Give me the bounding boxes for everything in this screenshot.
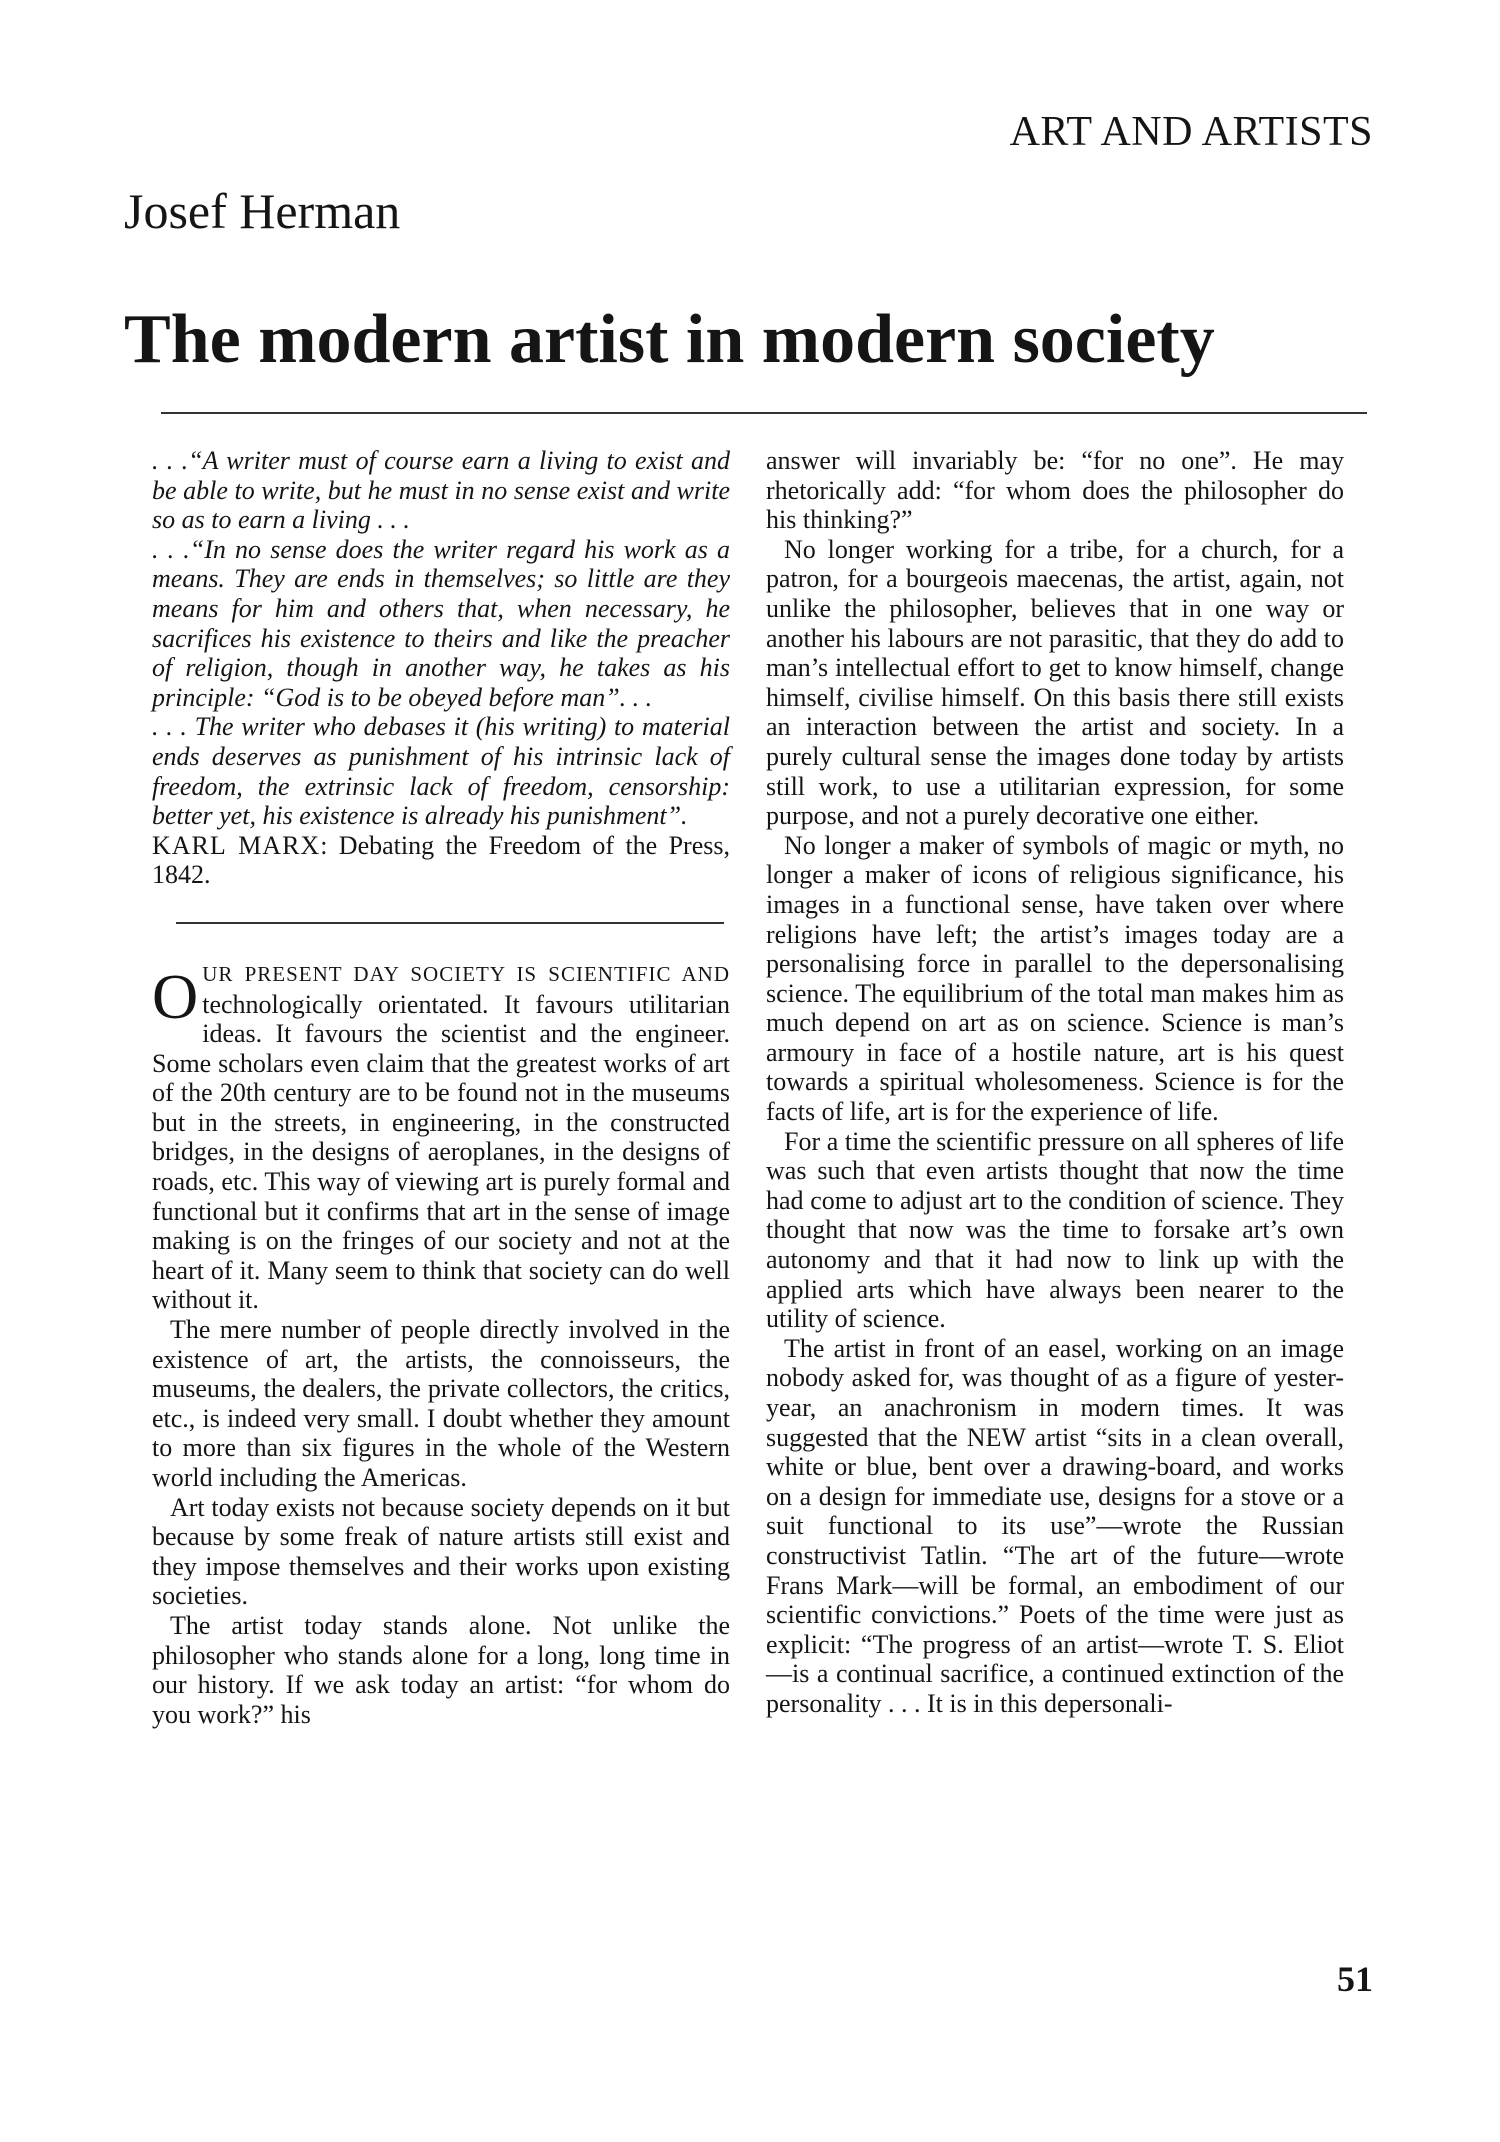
page-number: 51 [1337,1959,1373,1999]
article-title: The modern artist in modern society [124,301,1215,378]
body-paragraph: No longer a maker of symbols of magic or myth, no longer a maker of icons of religious significance, his images in a functional sense, have taken over where religions have left; the artist’s images today are a personalising force in parallel to the depersonalising science. The equilibrium of the total man makes him as much depend on art as on science. Science is man’s armoury in face of a hostile nature, art is his quest towards a spiritual wholesomeness. Science is for the facts of life, art is for the experience of life. [766,830,1344,1127]
body-paragraph: No longer working for a tribe, for a church, for a patron, for a bourgeois maecenas, the artist, again, not unlike the philosopher, believes that in one way or another his labours are not parasitic, that they do add to man’s intellectual effort to get to know himself, change himself, civilise himself. On this basis there still exists an interaction between the artist and society. In a purely cultural sense the images done today by artists still work, to use a utilitarian expression, for some purpose, and not a purely decorative one either. [766,534,1344,831]
body-paragraph: answer will invariably be: “for no one”. He may rhetorically add: “for whom does the philosopher do his thinking?” [766,446,1344,535]
epigraph-divider [176,922,724,924]
left-column [152,446,730,1729]
body-paragraph: For a time the scientific pressure on all spheres of life was such that even artists thought that now the time had come to adjust art to the condition of science. They thought that now was the time to forsake art’s own autonomy and that it had now to link up with the applied arts which have always been nearer to the utility of science. [766,1126,1344,1334]
lead-in-caps: UR PRESENT DAY SOCIETY IS SCIENTIFIC AND [202,961,730,986]
attribution-source: : Debating the Freedom of the Press, 1842. [152,830,730,890]
body-paragraph: Art today exists not because society depends on it but because by some freak of nature artists still exist and they impose themselves and their works upon existing societies. [152,1492,730,1611]
drop-cap: O [152,960,199,1032]
epigraph-paragraph: . . .“In no sense does the writer regard his work as a means. They are ends in themselves; so little are they means for him and others that, when necessary, he sacrifices his existence to theirs and like the preacher of religion, though in another way, he takes as his principle: “God is to be obeyed before man”. . . [152,534,730,712]
right-column [766,446,1344,1719]
epigraph-attribution [152,831,730,890]
attribution-name: KARL MARX [152,830,321,860]
body-paragraph: The mere number of people directly involved in the existence of art, the artists, the connoisseurs, the museums, the dealers, the private collectors, the critics, etc., is indeed very small. I doubt whether they amount to more than six figures in the whole of the Western world including the Americas. [152,1315,730,1492]
body-paragraph: The artist in front of an easel, working on an image nobody asked for, was thought of as a figure of yester-year, an anachronism in modern times. It was suggested that the NEW artist “sits in a clean overall, white or blue, bent over a drawing-board, and works on a design for immediate use, designs for a stove or a suit functional to its use”—wrote the Russian constructivist Tatlin. “The art of the future—wrote Frans Mark—will be formal, an embodiment of our scientific convictions.” Poets of the time were just as explicit: “The progress of an artist—wrote T. S. Eliot—is a continual sacrifice, a continued extinction of the personality . . . It is in this depersonali- [766,1333,1344,1718]
epigraph-paragraph: . . . The writer who debases it (his writing) to material ends deserves as punishment of his intrinsic lack of freedom, the extrinsic lack of freedom, censorship: better yet, his existence is already his punishment”. [152,712,730,831]
epigraph [152,446,730,890]
epigraph-paragraph: . . .“A writer must of course earn a living to exist and be able to write, but he must in no sense exist and write so as to earn a living . . . [152,446,730,535]
author-name: Josef Herman [124,183,401,239]
body-text: technologically orientated. It favours utilitarian ideas. It favours the scientist and the engineer. Some scholars even claim that the greatest works of art of the 20th century are to be found not in the museums but in the streets, in engineering, in the constructed bridges, in the designs of aeroplanes, in the designs of roads, etc. This way of viewing art is purely formal and functional but it confirms that art in the sense of image making is on the fringes of our society and not at the heart of it. Many seem to think that society can do well without it. [152,989,730,1315]
body-paragraph: The artist today stands alone. Not unlike the philosopher who stands alone for a long, long time in our history. If we ask today an artist: “for whom do you work?” his [152,1610,730,1729]
title-divider [161,412,1367,414]
body-paragraph [152,958,730,1315]
section-label: ART AND ARTISTS [1009,109,1373,155]
